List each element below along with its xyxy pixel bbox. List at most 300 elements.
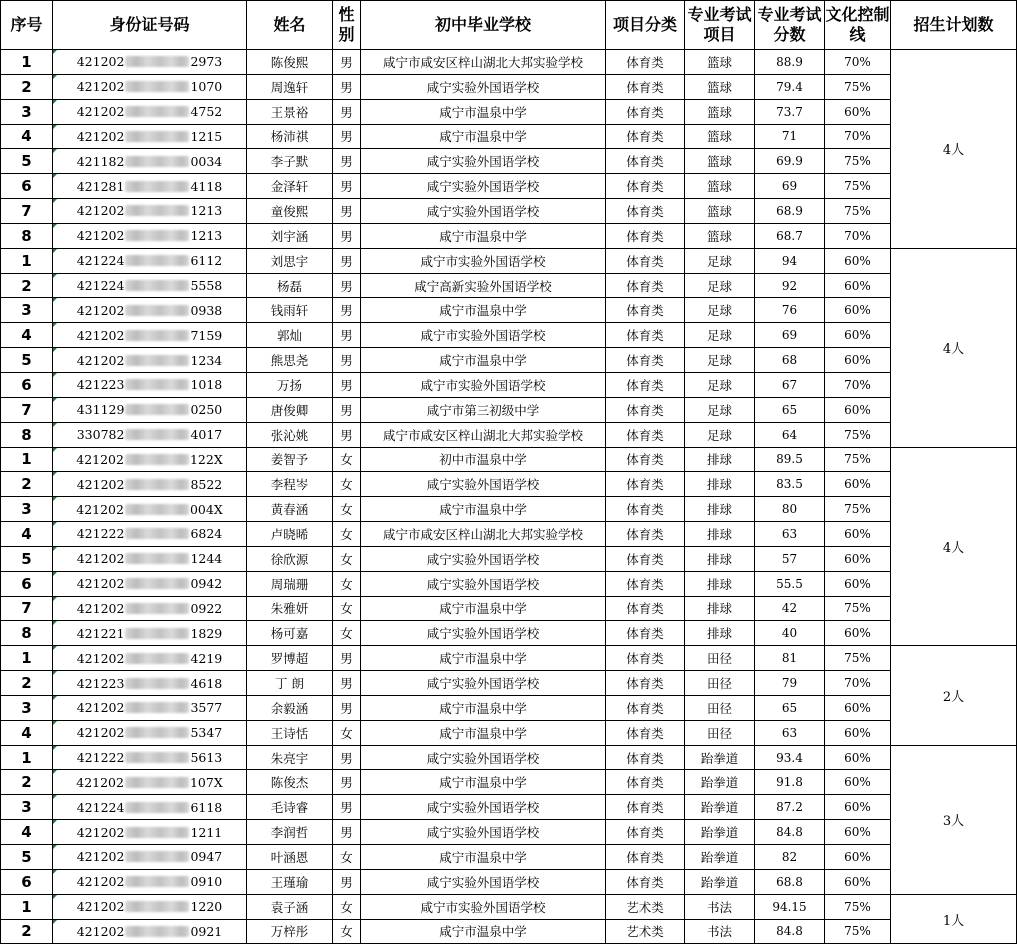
id-number-cell [53, 99, 247, 124]
school-cell: 咸宁市咸安区梓山湖北大邦实验学校 [361, 522, 606, 547]
seq-cell: 5 [1, 845, 53, 870]
gender-cell: 男 [333, 795, 361, 820]
seq-cell: 8 [1, 223, 53, 248]
category-cell: 体育类 [606, 124, 685, 149]
school-cell: 咸宁市温泉中学 [361, 298, 606, 323]
school-cell: 咸宁实验外国语学校 [361, 869, 606, 894]
table-row [1, 223, 1017, 248]
id-redaction-mask [125, 280, 189, 291]
id-number-cell [53, 919, 247, 944]
gender-cell: 男 [333, 223, 361, 248]
id-prefix: 421224 [76, 799, 125, 815]
plan-count-cell: 2人 [891, 646, 1017, 745]
exam-item-cell: 排球 [685, 596, 755, 621]
exam-score-cell: 80 [755, 497, 825, 522]
id-redaction-mask [125, 81, 189, 92]
school-cell: 咸宁市温泉中学 [361, 845, 606, 870]
id-redaction-mask [125, 827, 189, 838]
gender-cell: 女 [333, 522, 361, 547]
seq-cell: 4 [1, 124, 53, 149]
exam-item-cell: 篮球 [685, 99, 755, 124]
category-cell: 体育类 [606, 845, 685, 870]
table-row [1, 99, 1017, 124]
seq-cell: 4 [1, 820, 53, 845]
culture-line-cell: 75% [825, 497, 891, 522]
id-number-cell [53, 124, 247, 149]
id-suffix: 1244 [190, 551, 223, 567]
id-redaction-mask [125, 106, 189, 117]
id-prefix: 421202 [76, 774, 124, 790]
school-cell: 咸宁市温泉中学 [361, 720, 606, 745]
exam-score-cell: 64 [755, 422, 825, 447]
id-redaction-mask [125, 628, 189, 639]
name-cell: 陈俊杰 [247, 770, 333, 795]
category-cell: 体育类 [606, 397, 685, 422]
id-redaction-mask [125, 752, 189, 763]
school-cell: 咸宁实验外国语学校 [361, 571, 606, 596]
school-cell: 咸宁市温泉中学 [361, 646, 606, 671]
id-suffix: 0250 [190, 402, 223, 418]
table-row [1, 522, 1017, 547]
id-suffix: 122X [189, 451, 223, 467]
table-row [1, 50, 1017, 75]
school-cell: 咸宁市实验外国语学校 [361, 323, 606, 348]
gender-cell: 男 [333, 174, 361, 199]
id-number-cell [53, 621, 247, 646]
gender-cell: 男 [333, 671, 361, 696]
category-cell: 体育类 [606, 621, 685, 646]
exam-score-cell: 83.5 [755, 472, 825, 497]
id-number-cell [53, 323, 247, 348]
category-cell: 艺术类 [606, 919, 685, 944]
id-prefix: 421202 [76, 451, 124, 467]
name-cell: 李程岑 [247, 472, 333, 497]
category-cell: 体育类 [606, 149, 685, 174]
category-cell: 体育类 [606, 596, 685, 621]
id-prefix: 421202 [76, 501, 124, 517]
id-prefix: 421202 [76, 725, 125, 741]
id-number-cell [53, 869, 247, 894]
id-number-cell [53, 74, 247, 99]
gender-cell: 男 [333, 820, 361, 845]
id-number-cell [53, 720, 247, 745]
category-cell: 体育类 [606, 273, 685, 298]
id-number-cell [53, 298, 247, 323]
exam-score-cell: 63 [755, 522, 825, 547]
gender-cell: 女 [333, 596, 361, 621]
exam-item-cell: 书法 [685, 919, 755, 944]
seq-cell: 5 [1, 348, 53, 373]
culture-line-cell: 60% [825, 571, 891, 596]
id-number-cell [53, 397, 247, 422]
name-cell: 黄春涵 [247, 497, 333, 522]
table-row [1, 745, 1017, 770]
id-suffix: 5613 [190, 750, 223, 766]
culture-line-cell: 75% [825, 646, 891, 671]
school-cell: 咸宁实验外国语学校 [361, 820, 606, 845]
exam-item-cell: 篮球 [685, 199, 755, 224]
exam-item-cell: 书法 [685, 894, 755, 919]
id-number-cell [53, 273, 247, 298]
table-row [1, 74, 1017, 99]
table-row [1, 646, 1017, 671]
school-cell: 咸宁实验外国语学校 [361, 621, 606, 646]
gender-cell: 男 [333, 323, 361, 348]
school-cell: 咸宁市实验外国语学校 [361, 248, 606, 273]
exam-score-cell: 87.2 [755, 795, 825, 820]
seq-cell: 6 [1, 869, 53, 894]
school-cell: 咸宁实验外国语学校 [361, 745, 606, 770]
id-number-cell [53, 695, 247, 720]
culture-line-cell: 70% [825, 124, 891, 149]
exam-score-cell: 94 [755, 248, 825, 273]
id-prefix: 421202 [76, 54, 125, 70]
school-cell: 咸宁市温泉中学 [361, 770, 606, 795]
name-cell: 唐俊卿 [247, 397, 333, 422]
exam-score-cell: 79.4 [755, 74, 825, 99]
id-redaction-mask [125, 777, 189, 788]
exam-item-cell: 排球 [685, 546, 755, 571]
id-suffix: 1213 [190, 228, 223, 244]
gender-cell: 男 [333, 149, 361, 174]
category-cell: 体育类 [606, 869, 685, 894]
gender-cell: 男 [333, 124, 361, 149]
seq-cell: 7 [1, 596, 53, 621]
id-number-cell [53, 845, 247, 870]
seq-cell: 2 [1, 919, 53, 944]
name-cell: 王景裕 [247, 99, 333, 124]
table-row [1, 571, 1017, 596]
gender-cell: 女 [333, 571, 361, 596]
exam-score-cell: 55.5 [755, 571, 825, 596]
category-cell: 体育类 [606, 646, 685, 671]
id-number-cell [53, 447, 247, 472]
name-cell: 袁子涵 [247, 894, 333, 919]
culture-line-cell: 70% [825, 223, 891, 248]
exam-score-cell: 79 [755, 671, 825, 696]
seq-cell: 3 [1, 695, 53, 720]
category-cell: 体育类 [606, 99, 685, 124]
category-cell: 体育类 [606, 820, 685, 845]
id-redaction-mask [125, 504, 189, 515]
culture-line-cell: 75% [825, 894, 891, 919]
table-row [1, 472, 1017, 497]
id-number-cell [53, 546, 247, 571]
id-suffix: 6118 [190, 799, 223, 815]
id-prefix: 421202 [76, 874, 125, 890]
seq-cell: 5 [1, 149, 53, 174]
id-suffix: 8522 [190, 476, 223, 492]
id-prefix: 421202 [76, 327, 125, 343]
exam-item-cell: 篮球 [685, 124, 755, 149]
seq-cell: 1 [1, 894, 53, 919]
table-row [1, 795, 1017, 820]
id-suffix: 1070 [190, 79, 223, 95]
category-cell: 体育类 [606, 546, 685, 571]
id-prefix: 421202 [76, 203, 125, 219]
gender-cell: 男 [333, 646, 361, 671]
id-redaction-mask [125, 454, 189, 465]
seq-cell: 5 [1, 546, 53, 571]
gender-cell: 女 [333, 845, 361, 870]
id-prefix: 421202 [76, 650, 125, 666]
id-redaction-mask [125, 528, 189, 539]
id-prefix: 421202 [76, 352, 125, 368]
school-cell: 咸宁实验外国语学校 [361, 795, 606, 820]
id-redaction-mask [125, 702, 189, 713]
school-cell: 咸宁市咸安区梓山湖北大邦实验学校 [361, 422, 606, 447]
id-suffix: 3577 [190, 700, 223, 716]
exam-score-cell: 91.8 [755, 770, 825, 795]
id-suffix: 0034 [190, 153, 223, 169]
gender-cell: 男 [333, 348, 361, 373]
id-prefix: 421202 [76, 79, 125, 95]
exam-item-cell: 篮球 [685, 174, 755, 199]
gender-cell: 男 [333, 199, 361, 224]
exam-score-cell: 57 [755, 546, 825, 571]
exam-score-cell: 68 [755, 348, 825, 373]
table-row [1, 199, 1017, 224]
table-row [1, 149, 1017, 174]
table-row [1, 596, 1017, 621]
name-cell: 姜智予 [247, 447, 333, 472]
exam-item-cell: 排球 [685, 472, 755, 497]
name-cell: 罗博超 [247, 646, 333, 671]
id-suffix: 107X [189, 774, 223, 790]
gender-cell: 男 [333, 50, 361, 75]
seq-cell: 2 [1, 671, 53, 696]
name-cell: 李子默 [247, 149, 333, 174]
category-cell: 体育类 [606, 571, 685, 596]
id-number-cell [53, 820, 247, 845]
seq-cell: 3 [1, 99, 53, 124]
id-suffix: 1829 [190, 625, 223, 641]
category-cell: 体育类 [606, 323, 685, 348]
name-cell: 刘宇涵 [247, 223, 333, 248]
culture-line-cell: 75% [825, 919, 891, 944]
seq-cell: 4 [1, 522, 53, 547]
culture-line-cell: 60% [825, 720, 891, 745]
culture-line-cell: 70% [825, 671, 891, 696]
exam-score-cell: 65 [755, 397, 825, 422]
exam-item-cell: 足球 [685, 298, 755, 323]
id-suffix: 4118 [190, 178, 223, 194]
header-plan: 招生计划数 [891, 1, 1017, 50]
category-cell: 体育类 [606, 770, 685, 795]
category-cell: 体育类 [606, 472, 685, 497]
school-cell: 咸宁实验外国语学校 [361, 472, 606, 497]
table-row [1, 894, 1017, 919]
seq-cell: 8 [1, 621, 53, 646]
id-suffix: 2973 [190, 54, 223, 70]
school-cell: 咸宁市温泉中学 [361, 124, 606, 149]
header-culture-line: 文化控制线 [825, 1, 891, 50]
id-redaction-mask [125, 578, 189, 589]
id-suffix: 0938 [190, 302, 223, 318]
id-prefix: 421202 [76, 899, 125, 915]
exam-item-cell: 田径 [685, 695, 755, 720]
seq-cell: 4 [1, 323, 53, 348]
id-prefix: 421224 [76, 278, 125, 294]
category-cell: 体育类 [606, 348, 685, 373]
exam-item-cell: 足球 [685, 273, 755, 298]
exam-item-cell: 排球 [685, 522, 755, 547]
exam-item-cell: 足球 [685, 422, 755, 447]
id-number-cell [53, 646, 247, 671]
id-redaction-mask [125, 603, 189, 614]
seq-cell: 2 [1, 472, 53, 497]
name-cell: 万扬 [247, 372, 333, 397]
gender-cell: 女 [333, 472, 361, 497]
exam-score-cell: 73.7 [755, 99, 825, 124]
category-cell: 体育类 [606, 223, 685, 248]
id-redaction-mask [125, 553, 189, 564]
id-redaction-mask [125, 230, 189, 241]
plan-count-cell: 4人 [891, 447, 1017, 646]
table-row [1, 348, 1017, 373]
culture-line-cell: 75% [825, 174, 891, 199]
id-number-cell [53, 174, 247, 199]
gender-cell: 男 [333, 372, 361, 397]
name-cell: 朱亮宇 [247, 745, 333, 770]
exam-item-cell: 排球 [685, 621, 755, 646]
id-number-cell [53, 745, 247, 770]
id-redaction-mask [125, 404, 189, 415]
id-redaction-mask [125, 678, 189, 689]
gender-cell: 男 [333, 695, 361, 720]
table-row [1, 820, 1017, 845]
school-cell: 咸宁实验外国语学校 [361, 74, 606, 99]
exam-score-cell: 92 [755, 273, 825, 298]
id-prefix: 330782 [76, 427, 125, 443]
table-row [1, 447, 1017, 472]
id-redaction-mask [125, 653, 189, 664]
header-id-number: 身份证号码 [53, 1, 247, 50]
exam-item-cell: 足球 [685, 372, 755, 397]
table-row [1, 546, 1017, 571]
gender-cell: 女 [333, 447, 361, 472]
exam-score-cell: 84.8 [755, 919, 825, 944]
category-cell: 体育类 [606, 522, 685, 547]
gender-cell: 男 [333, 248, 361, 273]
id-number-cell [53, 50, 247, 75]
name-cell: 郭灿 [247, 323, 333, 348]
id-suffix: 1213 [190, 203, 223, 219]
name-cell: 王诗恬 [247, 720, 333, 745]
category-cell: 体育类 [606, 447, 685, 472]
exam-score-cell: 42 [755, 596, 825, 621]
culture-line-cell: 60% [825, 397, 891, 422]
gender-cell: 女 [333, 546, 361, 571]
exam-item-cell: 排球 [685, 497, 755, 522]
id-suffix: 0947 [190, 849, 223, 865]
table-row [1, 248, 1017, 273]
gender-cell: 男 [333, 74, 361, 99]
id-prefix: 421182 [76, 153, 125, 169]
exam-score-cell: 65 [755, 695, 825, 720]
header-gender: 性别 [333, 1, 361, 50]
category-cell: 体育类 [606, 298, 685, 323]
culture-line-cell: 75% [825, 149, 891, 174]
school-cell: 咸宁市实验外国语学校 [361, 894, 606, 919]
seq-cell: 1 [1, 646, 53, 671]
culture-line-cell: 75% [825, 199, 891, 224]
school-cell: 咸宁实验外国语学校 [361, 199, 606, 224]
id-number-cell [53, 596, 247, 621]
id-number-cell [53, 571, 247, 596]
id-suffix: 4618 [190, 675, 223, 691]
culture-line-cell: 60% [825, 770, 891, 795]
seq-cell: 7 [1, 397, 53, 422]
id-number-cell [53, 149, 247, 174]
gender-cell: 女 [333, 720, 361, 745]
exam-item-cell: 足球 [685, 248, 755, 273]
name-cell: 杨可嘉 [247, 621, 333, 646]
school-cell: 初中市温泉中学 [361, 447, 606, 472]
id-redaction-mask [125, 429, 189, 440]
table-row [1, 323, 1017, 348]
exam-item-cell: 篮球 [685, 223, 755, 248]
culture-line-cell: 60% [825, 99, 891, 124]
school-cell: 咸宁实验外国语学校 [361, 174, 606, 199]
id-prefix: 421223 [76, 675, 125, 691]
id-redaction-mask [125, 56, 189, 67]
name-cell: 万梓彤 [247, 919, 333, 944]
seq-cell: 3 [1, 795, 53, 820]
id-suffix: 0921 [190, 923, 223, 939]
culture-line-cell: 75% [825, 74, 891, 99]
header-exam-score: 专业考试分数 [755, 1, 825, 50]
id-number-cell [53, 372, 247, 397]
name-cell: 钱雨轩 [247, 298, 333, 323]
exam-item-cell: 足球 [685, 348, 755, 373]
culture-line-cell: 75% [825, 447, 891, 472]
school-cell: 咸宁市温泉中学 [361, 695, 606, 720]
exam-score-cell: 68.7 [755, 223, 825, 248]
id-suffix: 7159 [190, 327, 223, 343]
id-prefix: 421202 [76, 302, 125, 318]
id-suffix: 004X [189, 501, 223, 517]
id-number-cell [53, 497, 247, 522]
id-suffix: 5347 [190, 725, 223, 741]
id-redaction-mask [125, 355, 189, 366]
header-exam-item: 专业考试项目 [685, 1, 755, 50]
exam-score-cell: 40 [755, 621, 825, 646]
gender-cell: 男 [333, 273, 361, 298]
plan-count-cell: 3人 [891, 745, 1017, 894]
culture-line-cell: 60% [825, 298, 891, 323]
name-cell: 王瑾瑜 [247, 869, 333, 894]
name-cell: 李润哲 [247, 820, 333, 845]
id-prefix: 421202 [76, 576, 125, 592]
name-cell: 陈俊熙 [247, 50, 333, 75]
table-row [1, 422, 1017, 447]
school-cell: 咸宁实验外国语学校 [361, 149, 606, 174]
seq-cell: 1 [1, 447, 53, 472]
id-redaction-mask [125, 851, 189, 862]
id-suffix: 4752 [190, 104, 223, 120]
culture-line-cell: 60% [825, 273, 891, 298]
id-number-cell [53, 472, 247, 497]
id-prefix: 421202 [76, 923, 125, 939]
school-cell: 咸宁市温泉中学 [361, 919, 606, 944]
name-cell: 丁 朗 [247, 671, 333, 696]
name-cell: 张沁姚 [247, 422, 333, 447]
culture-line-cell: 60% [825, 820, 891, 845]
name-cell: 毛诗睿 [247, 795, 333, 820]
table-row [1, 695, 1017, 720]
exam-item-cell: 跆拳道 [685, 820, 755, 845]
